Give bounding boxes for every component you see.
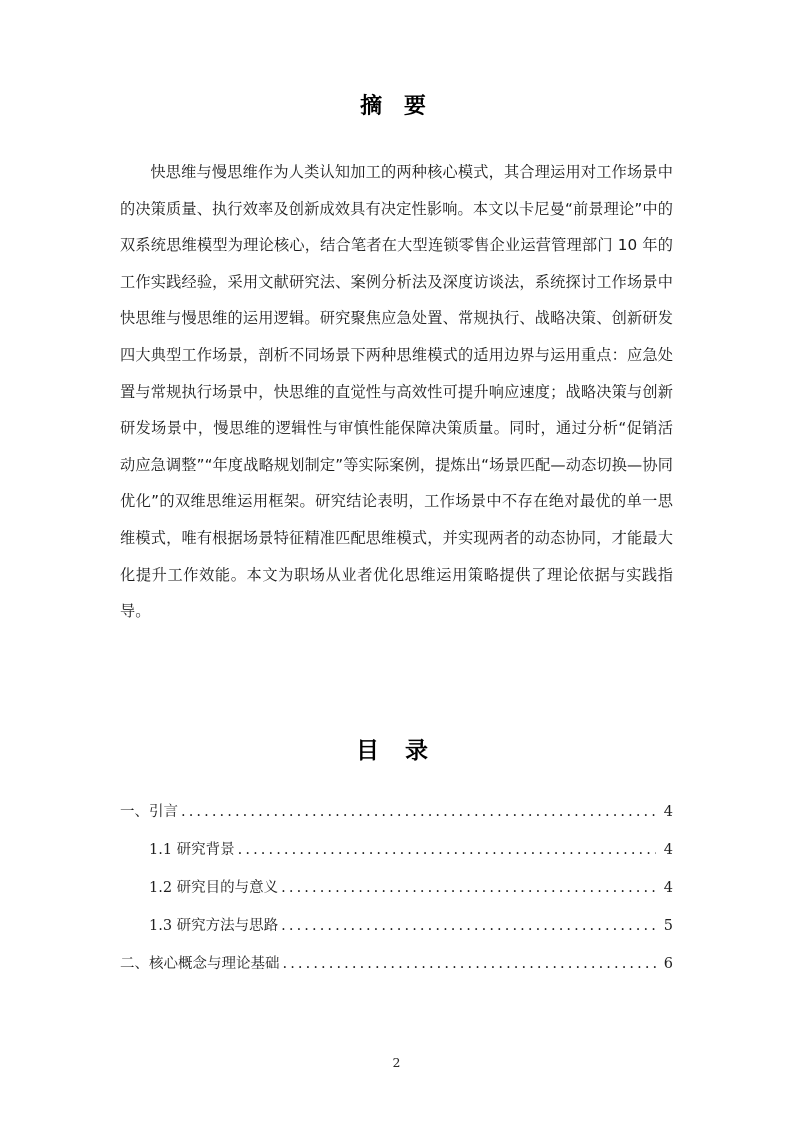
table-of-contents: [120, 735, 673, 983]
toc-dot-leader: [238, 831, 656, 869]
toc-entry-label: 二、核心概念与理论基础: [120, 956, 280, 972]
toc-dot-leader: [281, 869, 656, 907]
toc-list: [120, 793, 673, 983]
toc-entry[interactable]: [120, 831, 673, 869]
abstract-heading: 摘 要: [360, 94, 433, 119]
toc-entry-page: 5: [663, 918, 673, 934]
toc-entry-label: 1.3 研究方法与思路: [149, 918, 279, 934]
toc-entry[interactable]: [120, 945, 673, 983]
toc-dot-leader: [181, 793, 656, 831]
toc-dot-leader: [283, 945, 657, 983]
toc-entry[interactable]: [120, 907, 673, 945]
abstract-paragraph: 快思维与慢思维作为人类认知加工的两种核心模式，其合理运用对工作场景中的决策质量、执行效率及创新成效具有决定性影响。本文以卡尼曼“前景理论”中的双系统思维模型为理论核心，结合笔者在大型连锁零售企业运营管理部门 10 年的工作实践经验，采用文献研究法、案例分析法及深度访谈法，系统探讨工作场景中快思维与慢思维的运用逻辑。研究聚焦应急处置、常规执行、战略决策、创新研发四大典型工作场景，剖析不同场景下两种思维模式的适用边界与运用重点：应急处置与常规执行场景中，快思维的直觉性与高效性可提升响应速度；战略决策与创新研发场景中，慢思维的逻辑性与审慎性能保障决策质量。同时，通过分析“促销活动应急调整”“年度战略规划制定”等实际案例，提炼出“场景匹配—动态切换—协同优化”的双维思维运用框架。研究结论表明，工作场景中不存在绝对最优的单一思维模式，唯有根据场景特征精准匹配思维模式，并实现两者的动态协同，才能最大化提升工作效能。本文为职场从业者优化思维运用策略提供了理论依据与实践指导。: [120, 163, 673, 621]
toc-entry-page: 6: [663, 956, 673, 972]
toc-dot-leader: [281, 907, 656, 945]
toc-entry-label: 1.1 研究背景: [149, 842, 235, 858]
toc-entry-label: 一、引言: [120, 804, 178, 820]
toc-entry-page: 4: [663, 842, 673, 858]
toc-entry-page: 4: [663, 804, 673, 820]
toc-entry-page: 4: [663, 880, 673, 896]
page-number-footer: 2: [392, 1055, 401, 1070]
toc-entry-label: 1.2 研究目的与意义: [149, 880, 279, 896]
toc-entry[interactable]: [120, 793, 673, 831]
abstract-section: [120, 92, 673, 630]
toc-heading: 目 录: [355, 737, 437, 764]
toc-entry[interactable]: [120, 869, 673, 907]
